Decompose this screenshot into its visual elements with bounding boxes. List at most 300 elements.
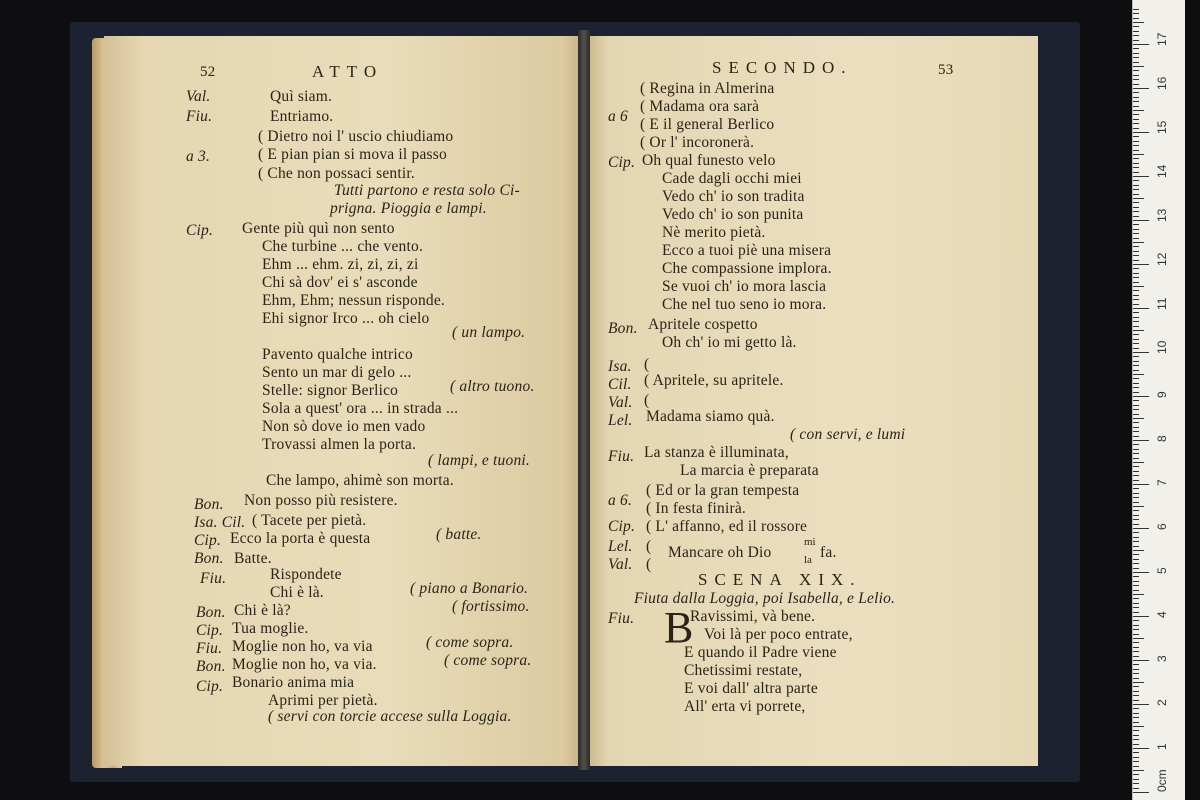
speaker: Cip. (194, 532, 222, 549)
ruler-tick (1133, 431, 1139, 432)
ruler-tick (1133, 572, 1149, 573)
verse-line: Trovassi almen la porta. (262, 436, 417, 453)
verse-line: Mancare oh Dio (668, 544, 772, 561)
verse-line: ( (646, 556, 652, 573)
ruler-tick (1133, 722, 1139, 723)
ruler-tick (1133, 682, 1144, 683)
speaker: Fiu. (608, 610, 635, 627)
ruler-tick (1133, 145, 1139, 146)
speaker: a 6. (608, 492, 633, 509)
ruler-tick (1133, 308, 1149, 309)
stage-direction: ( altro tuono. (450, 378, 535, 395)
verse-line: Sento un mar di gelo ... (262, 364, 412, 381)
ruler-tick (1133, 180, 1139, 181)
ruler-tick (1133, 356, 1139, 357)
verse-line: Non sò dove io men vado (262, 418, 426, 435)
speaker: Cip. (186, 222, 214, 239)
ruler-tick (1133, 642, 1139, 643)
ruler-tick (1133, 216, 1139, 217)
verse-line: Chi sà dov' ei s' asconde (262, 274, 418, 291)
ruler-tick (1133, 242, 1144, 243)
ruler-tick (1133, 691, 1139, 692)
verse-line: Aprimi per pietà. (268, 692, 378, 709)
ruler-tick (1133, 106, 1139, 107)
ruler-tick (1133, 26, 1139, 27)
verse-line: Tua moglie. (232, 620, 309, 637)
ruler-tick (1133, 383, 1139, 384)
ruler-tick (1133, 334, 1139, 335)
ruler-tick (1133, 686, 1139, 687)
ruler-tick (1133, 559, 1139, 560)
stage-direction: ( batte. (436, 526, 482, 543)
ruler-unit-label: 0cm (1155, 769, 1169, 792)
stage-direction: prigna. Pioggia e lampi. (330, 200, 487, 217)
verse-line: ( Or l' incoronerà. (640, 134, 755, 151)
verse-line: E quando il Padre viene (684, 644, 837, 661)
drop-cap: B (664, 603, 694, 652)
ruler-tick (1133, 224, 1139, 225)
ruler-tick (1133, 66, 1144, 67)
running-head: SECONDO. (712, 58, 853, 77)
ruler-tick (1133, 295, 1139, 296)
ruler-tick (1133, 414, 1139, 415)
ruler-tick (1133, 739, 1139, 740)
ruler-tick (1133, 268, 1139, 269)
ruler-tick (1133, 396, 1149, 397)
stage-direction: ( lampi, e tuoni. (428, 452, 530, 469)
verse-line: Chetissimi restate, (684, 662, 803, 679)
verse-line: Gente più quì non sento (242, 220, 395, 237)
ruler-tick (1133, 568, 1139, 569)
verse-line: Moglie non ho, va via (232, 638, 373, 655)
verse-line: Sola a quest' ora ... in strada ... (262, 400, 459, 417)
ruler-tick (1133, 576, 1139, 577)
stage-direction: Fiuta dalla Loggia, poi Isabella, e Lelio. (634, 590, 896, 607)
ruler-tick (1133, 233, 1139, 234)
speaker: Lel. (608, 412, 633, 429)
ruler-tick (1133, 343, 1139, 344)
ruler-mark: 16 (1155, 76, 1169, 90)
ruler-tick (1133, 290, 1139, 291)
ruler-tick (1133, 132, 1149, 133)
ruler-tick (1133, 744, 1139, 745)
ruler-tick (1133, 506, 1144, 507)
verse-line: Cade dagli occhi miei (662, 170, 802, 187)
page-number: 53 (938, 62, 954, 78)
ruler-tick (1133, 480, 1139, 481)
ruler-tick (1133, 475, 1139, 476)
ruler-tick (1133, 436, 1139, 437)
ruler-tick (1133, 651, 1139, 652)
ruler-tick (1133, 238, 1139, 239)
ruler-tick (1133, 158, 1139, 159)
ruler-tick (1133, 466, 1139, 467)
ruler-tick (1133, 603, 1139, 604)
ruler-tick (1133, 348, 1139, 349)
ruler-tick (1133, 717, 1139, 718)
ruler-tick (1133, 713, 1139, 714)
verse-line: Che compassione implora. (662, 260, 832, 277)
ruler-tick (1133, 471, 1139, 472)
verse-line: Ehm ... ehm. zi, zi, zi, zi (262, 256, 419, 273)
ruler-mark: 6 (1155, 523, 1169, 530)
speaker: Cip. (608, 518, 636, 535)
ruler-tick (1133, 550, 1144, 551)
verse-line: Oh qual funesto velo (642, 152, 776, 169)
verse-line: Chi è là. (270, 584, 324, 601)
verse-line: ( In festa finirà. (646, 500, 746, 517)
verse-line: ( Apritele, su apritele. (644, 372, 784, 389)
ruler-tick (1133, 638, 1144, 639)
ruler-tick (1133, 612, 1139, 613)
verse-line: ( Che non possaci sentir. (258, 165, 415, 182)
ruler-tick (1133, 629, 1139, 630)
ruler-tick (1133, 136, 1139, 137)
ruler-tick (1133, 634, 1139, 635)
verse-line: Che nel tuo seno io mora. (662, 296, 827, 313)
verse-line: Apritele cospetto (648, 316, 758, 333)
ruler-tick (1133, 229, 1139, 230)
ruler-tick (1133, 449, 1139, 450)
ruler-tick (1133, 370, 1139, 371)
ruler-mark: 14 (1155, 164, 1169, 178)
speaker: Bon. (196, 604, 226, 621)
verse-line: Chi è là? (234, 602, 291, 619)
verse-line: La marcia è preparata (680, 462, 819, 479)
ruler-mark: 1 (1155, 743, 1169, 750)
ruler-tick (1133, 532, 1139, 533)
ruler-tick (1133, 700, 1139, 701)
speaker: Isa. (608, 358, 632, 375)
verse-line: Se vuoi ch' io mora lascia (662, 278, 827, 295)
ruler-tick (1133, 392, 1139, 393)
ruler-mark: 10 (1155, 340, 1169, 354)
ruler-tick (1133, 326, 1139, 327)
stage-direction: ( fortissimo. (452, 598, 530, 615)
ruler-mark: 9 (1155, 391, 1169, 398)
ruler-mark: 7 (1155, 479, 1169, 486)
stage-direction: Tutti partono e resta solo Ci- (334, 182, 520, 199)
ruler-tick (1133, 524, 1139, 525)
ruler-tick (1133, 374, 1144, 375)
ruler-tick (1133, 185, 1139, 186)
ruler-tick (1133, 92, 1139, 93)
ruler-tick (1133, 757, 1139, 758)
ruler-tick (1133, 62, 1139, 63)
ruler-tick (1133, 211, 1139, 212)
ruler-tick (1133, 53, 1139, 54)
ruler-tick (1133, 255, 1139, 256)
ruler-mark: 8 (1155, 435, 1169, 442)
speaker: Fiu. (196, 640, 223, 657)
verse-line: Ecco a tuoi piè una misera (662, 242, 832, 259)
ruler-tick (1133, 400, 1139, 401)
speaker: Fiu. (186, 108, 213, 125)
ruler-tick (1133, 75, 1139, 76)
ruler-tick (1133, 669, 1139, 670)
ruler-tick (1133, 352, 1149, 353)
ruler-tick (1133, 246, 1139, 247)
ruler-tick (1133, 260, 1139, 261)
book-gutter (578, 30, 590, 770)
ruler-tick (1133, 541, 1139, 542)
verse-line: Ecco la porta è questa (230, 530, 371, 547)
ruler-tick (1133, 84, 1139, 85)
verse-line: Madama siamo quà. (646, 408, 775, 425)
ruler-tick (1133, 207, 1139, 208)
ruler-mark: 15 (1155, 120, 1169, 134)
alternate-reading-lower: la (804, 554, 812, 566)
measuring-ruler (1132, 0, 1185, 800)
verse-line: ( L' affanno, ed il rossore (646, 518, 808, 535)
ruler-tick (1133, 163, 1139, 164)
ruler-tick (1133, 110, 1144, 111)
ruler-tick (1133, 22, 1144, 23)
verse-line: ( E il general Berlico (640, 116, 775, 133)
ruler-tick (1133, 440, 1149, 441)
ruler-tick (1133, 44, 1149, 45)
verse-line: La stanza è illuminata, (644, 444, 789, 461)
verse-line: Moglie non ho, va via. (232, 656, 377, 673)
ruler-tick (1133, 97, 1139, 98)
speaker: a 3. (186, 148, 211, 165)
speaker: Fiu. (200, 570, 227, 587)
ruler-tick (1133, 18, 1139, 19)
ruler-tick (1133, 409, 1139, 410)
speaker: Cil. (608, 376, 632, 393)
verse-line: Pavento qualche intrico (262, 346, 413, 363)
ruler-tick (1133, 418, 1144, 419)
verse-line: fa. (820, 544, 837, 561)
ruler-tick (1133, 462, 1144, 463)
verse-line: ( (644, 356, 650, 373)
speaker: Bon. (608, 320, 638, 337)
ruler-tick (1133, 735, 1139, 736)
verse-line: Che lampo, ahimè son morta. (266, 472, 454, 489)
speaker: Cip. (608, 154, 636, 171)
ruler-tick (1133, 48, 1139, 49)
ruler-tick (1133, 581, 1139, 582)
ruler-tick (1133, 664, 1139, 665)
ruler-tick (1133, 616, 1149, 617)
ruler-tick (1133, 528, 1149, 529)
ruler-tick (1133, 189, 1139, 190)
ruler-tick (1133, 590, 1139, 591)
ruler-tick (1133, 510, 1139, 511)
ruler-tick (1133, 273, 1139, 274)
ruler-tick (1133, 515, 1139, 516)
verse-line: Stelle: signor Berlico (262, 382, 399, 399)
ruler-tick (1133, 378, 1139, 379)
ruler-tick (1133, 141, 1139, 142)
ruler-tick (1133, 488, 1139, 489)
ruler-tick (1133, 35, 1139, 36)
ruler-tick (1133, 167, 1139, 168)
speaker: Bon. (196, 658, 226, 675)
ruler-tick (1133, 563, 1139, 564)
ruler-tick (1133, 31, 1139, 32)
ruler-tick (1133, 427, 1139, 428)
stage-direction: ( come sopra. (426, 634, 514, 651)
speaker: Cip. (196, 622, 224, 639)
ruler-tick (1133, 761, 1139, 762)
speaker: Cip. (196, 678, 224, 695)
verse-line: Voi là per poco entrate, (704, 626, 853, 643)
speaker: Isa. Cil. (194, 514, 246, 531)
ruler-tick (1133, 304, 1139, 305)
ruler-tick (1133, 114, 1139, 115)
ruler-tick (1133, 317, 1139, 318)
ruler-tick (1133, 123, 1139, 124)
ruler-tick (1133, 678, 1139, 679)
ruler-tick (1133, 726, 1144, 727)
ruler-tick (1133, 251, 1139, 252)
verse-line: Nè merito pietà. (662, 224, 766, 241)
ruler-tick (1133, 519, 1139, 520)
ruler-tick (1133, 119, 1139, 120)
ruler-tick (1133, 585, 1139, 586)
verse-line: Entriamo. (270, 108, 334, 125)
ruler-mark: 3 (1155, 655, 1169, 662)
verse-line: Ehm, Ehm; nessun risponde. (262, 292, 446, 309)
verse-line: Vedo ch' io son punita (662, 206, 804, 223)
ruler-mark: 13 (1155, 208, 1169, 222)
speaker: Val. (608, 394, 633, 411)
ruler-tick (1133, 202, 1139, 203)
ruler-tick (1133, 774, 1139, 775)
ruler-tick (1133, 321, 1139, 322)
ruler-tick (1133, 150, 1139, 151)
ruler-tick (1133, 176, 1149, 177)
verse-line: ( (644, 392, 650, 409)
ruler-tick (1133, 766, 1139, 767)
ruler-tick (1133, 282, 1139, 283)
ruler-mark: 17 (1155, 32, 1169, 46)
verse-line: All' erta vi porrete, (684, 698, 806, 715)
ruler-tick (1133, 40, 1139, 41)
ruler-mark: 4 (1155, 611, 1169, 618)
ruler-tick (1133, 312, 1139, 313)
ruler-tick (1133, 154, 1144, 155)
verse-line: Bonario anima mia (232, 674, 355, 691)
speaker: Bon. (194, 550, 224, 567)
ruler-tick (1133, 339, 1139, 340)
verse-line: Ravissimi, và bene. (690, 608, 816, 625)
ruler-tick (1133, 788, 1139, 789)
ruler-tick (1133, 695, 1139, 696)
ruler-tick (1133, 537, 1139, 538)
stage-direction: ( servi con torcie accese sulla Loggia. (268, 708, 512, 725)
verse-line: Non posso più resistere. (244, 492, 398, 509)
speaker: Val. (186, 88, 211, 105)
verse-line: Batte. (234, 550, 272, 567)
ruler-tick (1133, 79, 1139, 80)
ruler-tick (1133, 620, 1139, 621)
ruler-mark: 11 (1155, 297, 1169, 310)
ruler-tick (1133, 708, 1139, 709)
ruler-tick (1133, 194, 1139, 195)
ruler-tick (1133, 497, 1139, 498)
ruler-tick (1133, 172, 1139, 173)
ruler-tick (1133, 70, 1139, 71)
ruler-tick (1133, 607, 1139, 608)
verse-line: ( Madama ora sarà (640, 98, 760, 115)
speaker: a 6 (608, 108, 628, 125)
scene-heading: SCENA XIX. (698, 570, 862, 589)
ruler-tick (1133, 57, 1139, 58)
verse-line: ( Ed or la gran tempesta (646, 482, 800, 499)
ruler-tick (1133, 502, 1139, 503)
ruler-tick (1133, 594, 1144, 595)
speaker: Lel. (608, 538, 633, 555)
ruler-tick (1133, 220, 1149, 221)
ruler-mark: 5 (1155, 567, 1169, 574)
ruler-mark: 12 (1155, 252, 1169, 266)
running-head: ATTO (312, 62, 384, 81)
ruler-tick (1133, 9, 1139, 10)
ruler-tick (1133, 198, 1144, 199)
verse-line: Oh ch' io mi getto là. (662, 334, 797, 351)
ruler-tick (1133, 453, 1139, 454)
verse-line: Ehi signor Irco ... oh cielo (262, 310, 430, 327)
speaker: Val. (608, 556, 633, 573)
ruler-tick (1133, 748, 1149, 749)
alternate-reading-upper: mi (804, 536, 816, 548)
ruler-tick (1133, 730, 1139, 731)
ruler-tick (1133, 770, 1144, 771)
ruler-tick (1133, 546, 1139, 547)
verse-line: ( (646, 538, 652, 555)
ruler-tick (1133, 752, 1139, 753)
ruler-tick (1133, 405, 1139, 406)
ruler-tick (1133, 277, 1139, 278)
ruler-tick (1133, 286, 1144, 287)
ruler-tick (1133, 264, 1149, 265)
ruler-tick (1133, 101, 1139, 102)
ruler-tick (1133, 128, 1139, 129)
ruler-tick (1133, 493, 1139, 494)
verse-line: ( Regina in Almerina (640, 80, 775, 97)
ruler-tick (1133, 387, 1139, 388)
ruler-tick (1133, 330, 1144, 331)
page-number: 52 (200, 64, 216, 80)
ruler-tick (1133, 361, 1139, 362)
ruler-tick (1133, 779, 1139, 780)
ruler-tick (1133, 484, 1149, 485)
verse-line: Rispondete (270, 566, 342, 583)
ruler-tick (1133, 656, 1139, 657)
ruler-tick (1133, 673, 1139, 674)
verse-line: Quì siam. (270, 88, 333, 105)
verse-line: Vedo ch' io son tradita (662, 188, 805, 205)
verse-line: ( Dietro noi l' uscio chiudiamo (258, 128, 454, 145)
ruler-tick (1133, 783, 1139, 784)
ruler-tick (1133, 365, 1139, 366)
verse-line: ( E pian pian si mova il passo (258, 146, 447, 163)
verse-line: Che turbine ... che vento. (262, 238, 424, 255)
ruler-tick (1133, 299, 1139, 300)
ruler-tick (1133, 554, 1139, 555)
ruler-tick (1133, 444, 1139, 445)
stage-direction: ( piano a Bonario. (410, 580, 529, 597)
ruler-mark: 2 (1155, 699, 1169, 706)
ruler-tick (1133, 660, 1149, 661)
ruler-tick (1133, 88, 1149, 89)
speaker: Bon. (194, 496, 224, 513)
ruler-tick (1133, 458, 1139, 459)
stage-direction: ( come sopra. (444, 652, 532, 669)
ruler-tick (1133, 647, 1139, 648)
